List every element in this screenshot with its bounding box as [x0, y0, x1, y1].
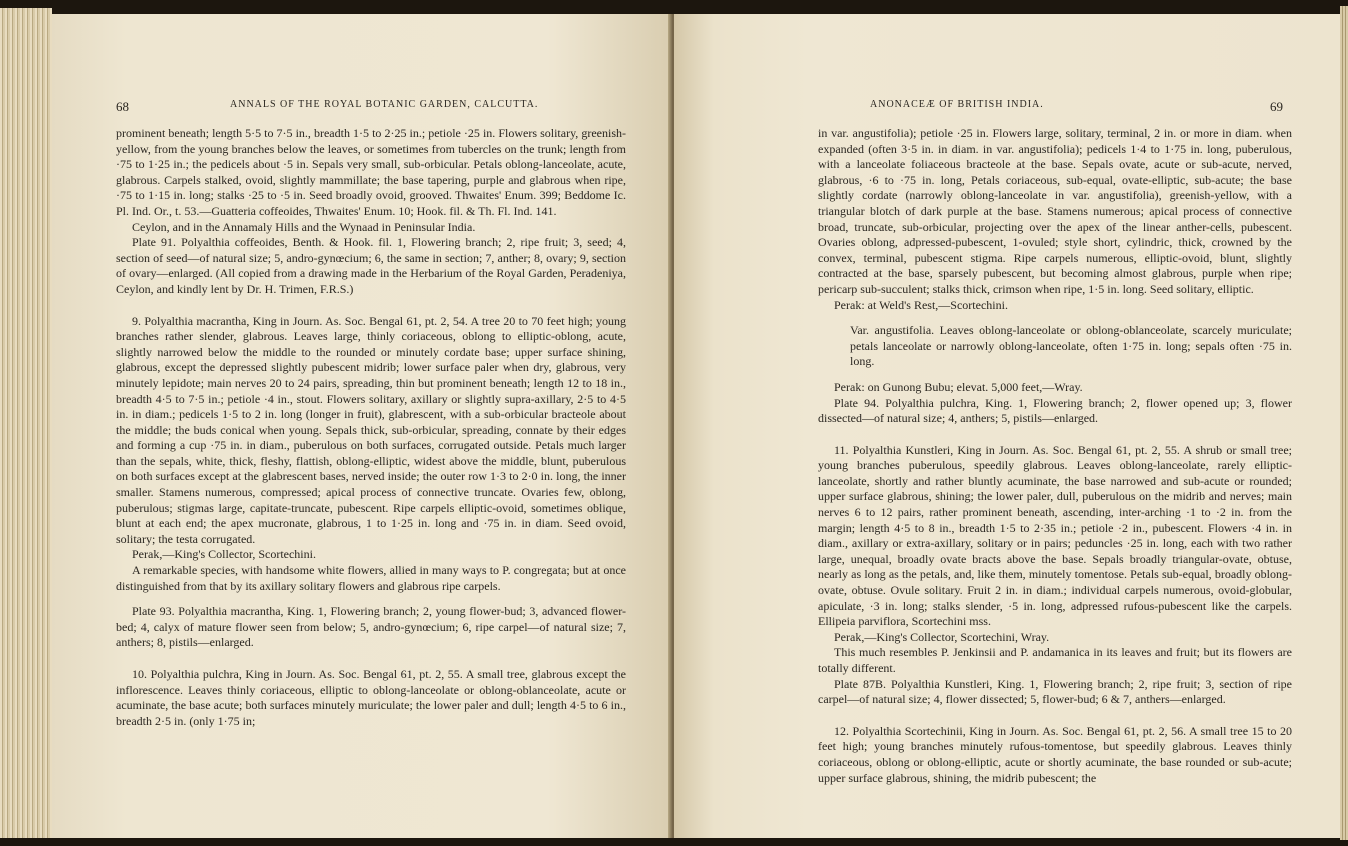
paragraph: 10. Polyalthia pulchra, King in Journ. As. Soc. Bengal 61, pt. 2, 55. A small tree, glabrous except the inflorescence. Leaves thinly coriaceous, elliptic to oblong-lanceolate or oblong-oblanceolate, acute or acuminate, the base acute; both surfaces minutely muriculate; the lower paler and dull; length 4·5 to 6 in., breadth 2·5 in. (only 1·75 in; [116, 667, 626, 728]
paragraph: Perak: at Weld's Rest,—Scortechini. [834, 297, 1008, 312]
paragraph: Plate 93. Polyalthia macrantha, King. 1, Flowering branch; 2, young flower-bud; 3, advanced flower-bed; 4, calyx of mature flower seen from below; 5, andro-gynœcium; 6, ripe carpel—of natural size; 7, anthers; 8, pistils—enlarged. [116, 604, 626, 650]
paragraph: Plate 94. Polyalthia pulchra, King. 1, Flowering branch; 2, flower opened up; 3, flower dissected—of natural size; 4, anthers; 5, pistils—enlarged. [818, 395, 1292, 426]
paragraph: 12. Polyalthia Scortechinii, King in Journ. As. Soc. Bengal 61, pt. 2, 56. A small tree 15 to 20 feet high; young branches minutely rufous-tomentose, but speedily glabrous. Leaves thinly coriaceous, oblong or oblong-elliptic, acute or shortly acuminate, the base rounded or sub-acute; upper surface glabrous, shining, the midrib pubescent; the [818, 723, 1292, 785]
left-page [52, 14, 672, 838]
paragraph: Plate 91. Polyalthia coffeoides, Benth. & Hook. fil. 1, Flowering branch; 2, ripe fruit; 3, seed; 4, section of seed—of natural size; 5, andro-gynœcium; 6, the same in section; 7, anther; 8, ovary; 9, section of ovary—enlarged. (All copied from a drawing made in the Herbarium of the Royal Garden, Peradeniya, Ceylon, and kindly lent by Dr. H. Trimen, F.R.S.) [116, 235, 626, 296]
right-page-body [818, 126, 1292, 786]
paragraph: Perak,—King's Collector, Scortechini. [132, 547, 316, 562]
page-edges-left [0, 8, 52, 838]
page-edges-right [1340, 6, 1348, 840]
paragraph: Ceylon, and in the Annamaly Hills and the Wynaad in Peninsular India. [132, 219, 476, 234]
paragraph: 9. Polyalthia macrantha, King in Journ. As. Soc. Bengal 61, pt. 2, 54. A tree 20 to 70 feet high; young branches rather slender, glabrous. Leaves large, thinly coriaceous, oblong to elliptic-oblong, acute, slightly narrowed below the middle to the rounded or minutely cordate base; upper surface shining, glabrous, except the depressed slightly pubescent midrib; lower surface paler when dry, glabrous, very minutely lepidote; main nerves 20 to 24 pairs, spreading, thin but prominent beneath; length 12 to 18 in., breadth 4·5 to 7·5 in.; petiole ·4 in., stout. Flowers solitary, axillary or slightly supra-axillary, 2·5 to 4·5 in. in diam.; pedicels 1·5 to 2 in. long (longer in fruit), glabrescent, with a sub-orbicular bracteole about the middle; the buds conical when young. Sepals thick, sub-orbicular, spreading, connate by their edges and forming a cup ·75 in. in diam., puberulous on both surfaces, corrugated outside. Petals much larger than the sepals, white, thick, fleshy, flattish, oblong-elliptic, widest above the middle, blunt, puberulous on both surfaces except at the glabrescent bases, nerved inside; the outer row 1·3 to 2·0 in. long, the inner smaller. Stamens numerous, compressed; apical process of connective truncate. Ovaries few, oblong, puberulous; stigmas large, capitate-truncate, pubescent. Ripe carpels elliptic-ovoid, sometimes oblique, blunt at each end; the apex mucronate, glabrous, 1 to 1·25 in. long and ·75 in. in diam. Seed ovoid, solitary; the testa corrugated. [116, 313, 626, 546]
right-page [674, 14, 1342, 838]
paragraph: Perak: on Gunong Bubu; elevat. 5,000 feet,—Wray. [834, 379, 1083, 394]
running-head: ANNALS OF THE ROYAL BOTANIC GARDEN, CALCUTTA. [230, 99, 539, 110]
running-head: ANONACEÆ OF BRITISH INDIA. [870, 99, 1044, 110]
page-number: 69 [1270, 99, 1283, 114]
paragraph: Perak,—King's Collector, Scortechini, Wray. [834, 629, 1050, 644]
paragraph: 11. Polyalthia Kunstleri, King in Journ. As. Soc. Bengal 61, pt. 2, 55. A shrub or small tree; young branches puberulous, speedily glabrous. Leaves oblong-lanceolate, rarely elliptic-lanceolate, shortly and rather bluntly acuminate, the base narrowed and sub-acute or rounded; upper surface glabrous, shining; the lower paler, dull, puberulous on the midrib and nerves; main nerves 6 to 12 pairs, rather prominent beneath, ascending, inter-arching ·1 to ·2 in. from the margin; length 4·5 to 8 in., breadth 1·5 to 2·35 in.; petiole ·2 in., pubescent. Flowers ·4 in. in diam., axillary or extra-axillary, solitary or in pairs; peduncles ·25 in. long, each with two rather large, unequal, broadly ovate bracts above the base. Sepals broadly triangular-ovate, obtuse, nearly as long as the petals, and, like them, minutely tomentose. Petals sub-equal, broadly oblong-ovate, obtuse. Ovule solitary. Fruit 2 in. in diam.; individual carpels numerous, ovoid-globular, apiculate, ·3 in. long; stalks slender, ·5 in. long, adpressed rufous-pubescent like the carpels. Ellipeia parviflora, Scortechini mss. [818, 442, 1292, 629]
paragraph: Plate 87B. Polyalthia Kunstleri, King. 1, Flowering branch; 2, ripe fruit; 3, section of ripe carpel—of natural size; 4, flower dissected; 5, flower-bud; 6 & 7, anthers—enlarged. [818, 676, 1292, 707]
left-page-body [116, 126, 626, 729]
paragraph: A remarkable species, with handsome white flowers, allied in many ways to P. congregata; but at once distinguished from that by its axillary solitary flowers and glabrous ripe carpels. [116, 563, 626, 593]
paragraph: prominent beneath; length 5·5 to 7·5 in., breadth 1·5 to 2·25 in.; petiole ·25 in. Flowers solitary, greenish-yellow, from the young branches below the leaves, or sometimes from tubercles on the trunk; length from ·75 to 1·25 in.; the pedicels about ·5 in. Sepals very small, sub-orbicular. Petals oblong-lanceolate, acute, glabrous. Carpels stalked, ovoid, slightly mammillate; the base tapering, purple and glabrous when ripe, ·75 to 1·15 in. long; stalks ·25 to ·5 in. Seed broadly ovoid, grooved. Thwaites' Enum. 399; Beddome Ic. Pl. Ind. Or., t. 53.—Guatteria coffeoides, Thwaites' Enum. 10; Hook. fil. & Th. Fl. Ind. 141. [116, 126, 626, 218]
paragraph: Var. angustifolia. Leaves oblong-lanceolate or oblong-oblanceolate, scarcely muriculate; petals lanceolate or narrowly oblong-lanceolate, often 1·75 in. long; sepals often ·75 in. long. [850, 323, 1292, 369]
paragraph: This much resembles P. Jenkinsii and P. andamanica in its leaves and fruit; but its flowers are totally different. [818, 645, 1292, 675]
page-number: 68 [116, 99, 129, 114]
paragraph: in var. angustifolia); petiole ·25 in. Flowers large, solitary, terminal, 2 in. or more in diam. when expanded (often 3·5 in. in diam. in var. angustifolia); pedicels 1·4 to 1·75 in. long, puberulous, with a lanceolate foliaceous bracteole at the base. Sepals ovate, acute or sub-acute, nerved, glabrous, ·6 to ·75 in. long, Petals coriaceous, sub-equal, ovate-elliptic, sub-acute; the base slightly cordate (narrowly oblong-lanceolate in var. angustifolia), greenish-yellow, with a triangular blotch of dark purple at the base. Stamens numerous; apical process of connective broad, truncate, sub-orbicular, projecting over the apex of the linear anther-cells, pubescent. Ovaries oblong, adpressed-pubescent, 1-ovuled; style short, cylindric, thick, crowned by the convex, terminal, pubescent stigma. Ripe carpels numerous, elliptic-ovoid, blunt, slightly contracted at the base, sparsely pubescent, but becoming almost glabrous, purple when ripe; pericarp sub-succulent; stalks thick, crimson when ripe, 1·5 in. long. Seed solitary, elliptic. [818, 126, 1292, 296]
